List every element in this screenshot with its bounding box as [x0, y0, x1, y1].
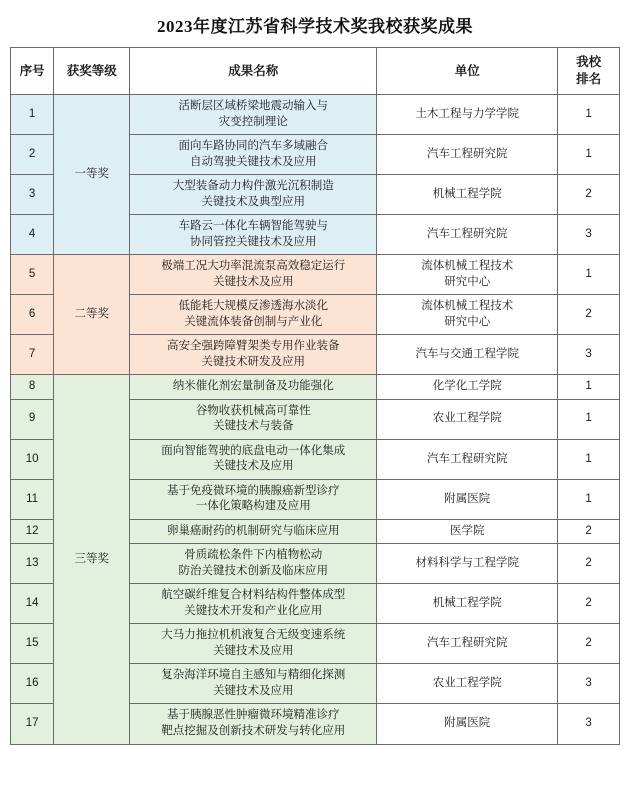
achievement-name-line: 大型装备动力构件激光沉积制造: [172, 180, 334, 193]
achievement-name-line: 协同管控关键技术及应用: [190, 235, 317, 248]
cell-achievement-name: [130, 95, 377, 135]
unit-line: 汽车与交通工程学院: [415, 347, 519, 360]
award-results-table: [10, 47, 620, 745]
cell-unit: [377, 215, 558, 255]
unit-line: 汽车工程研究院: [426, 452, 508, 465]
achievement-name-line: 关键技术开发和产业化应用: [184, 604, 323, 617]
achievement-name-line: 纳米催化剂宏量制备及功能强化: [172, 380, 334, 393]
cell-school-rank: 1: [558, 399, 620, 439]
cell-serial-number: 2: [11, 135, 54, 175]
achievement-name-line: 关键技术及应用: [213, 460, 294, 473]
table-body: [11, 95, 620, 745]
cell-serial-number: 17: [11, 704, 54, 744]
cell-unit: [377, 544, 558, 584]
achievement-name-line: 关键技术与装备: [213, 420, 294, 433]
cell-achievement-name: [130, 584, 377, 624]
cell-unit: [377, 335, 558, 375]
cell-school-rank: 1: [558, 135, 620, 175]
achievement-name-line: 卵巢癌耐药的机制研究与临床应用: [167, 524, 340, 537]
achievement-name-line: 关键技术及应用: [213, 684, 294, 697]
cell-school-rank: 2: [558, 175, 620, 215]
table-header-row: [11, 48, 620, 95]
cell-unit: [377, 704, 558, 744]
achievement-name-line: 骨质疏松条件下内植物松动: [184, 549, 323, 562]
column-header-no: 序号: [11, 48, 54, 95]
table-row: [11, 95, 620, 135]
cell-serial-number: 3: [11, 175, 54, 215]
cell-serial-number: 10: [11, 439, 54, 479]
unit-line: 医学院: [449, 524, 485, 537]
cell-school-rank: 3: [558, 335, 620, 375]
cell-achievement-name: [130, 399, 377, 439]
cell-school-rank: 1: [558, 375, 620, 400]
column-header-rank-line1: 我校: [576, 55, 602, 70]
unit-line: 农业工程学院: [432, 412, 502, 425]
cell-serial-number: 8: [11, 375, 54, 400]
page-title: 2023年度江苏省科学技术奖我校获奖成果: [157, 17, 473, 36]
achievement-name-line: 关键技术及典型应用: [201, 195, 306, 208]
unit-line: 农业工程学院: [432, 677, 502, 690]
unit-line: 机械工程学院: [432, 597, 502, 610]
achievement-name-line: 基于胰腺恶性肿瘤微环境精准诊疗: [167, 709, 340, 722]
cell-school-rank: 3: [558, 704, 620, 744]
column-header-rank: [558, 48, 620, 95]
achievement-name-line: 大马力拖拉机机液复合无级变速系统: [161, 629, 346, 642]
cell-unit: [377, 175, 558, 215]
achievement-name-line: 防治关键技术创新及临床应用: [178, 564, 329, 577]
achievement-name-line: 一体化策略构建及应用: [195, 500, 311, 513]
achievement-name-line: 关键技术及应用: [213, 644, 294, 657]
cell-serial-number: 15: [11, 624, 54, 664]
unit-line: 研究中心: [444, 315, 491, 328]
column-header-rank-line2: 排名: [576, 72, 602, 86]
unit-line: 汽车工程研究院: [426, 227, 508, 240]
cell-achievement-name: [130, 544, 377, 584]
cell-unit: [377, 295, 558, 335]
cell-school-rank: 2: [558, 295, 620, 335]
cell-achievement-name: [130, 175, 377, 215]
cell-serial-number: 4: [11, 215, 54, 255]
achievement-name-line: 车路云一体化车辆智能驾驶与: [178, 220, 329, 233]
cell-achievement-name: [130, 519, 377, 544]
column-header-level: 获奖等级: [54, 48, 130, 95]
cell-unit: [377, 664, 558, 704]
cell-school-rank: 1: [558, 95, 620, 135]
cell-school-rank: 1: [558, 255, 620, 295]
cell-unit: [377, 519, 558, 544]
cell-school-rank: 2: [558, 519, 620, 544]
unit-line: 附属医院: [444, 492, 491, 505]
unit-line: 化学化工学院: [432, 380, 502, 393]
cell-serial-number: 11: [11, 479, 54, 519]
unit-line: 流体机械工程技术: [421, 260, 514, 273]
cell-serial-number: 1: [11, 95, 54, 135]
cell-unit: [377, 255, 558, 295]
unit-line: 研究中心: [444, 275, 491, 288]
cell-school-rank: 2: [558, 624, 620, 664]
unit-line: 汽车工程研究院: [426, 637, 508, 650]
cell-serial-number: 5: [11, 255, 54, 295]
achievement-name-line: 活断层区域桥梁地震动输入与: [178, 100, 329, 112]
cell-school-rank: 2: [558, 544, 620, 584]
achievement-name-line: 关键流体装备创制与产业化: [184, 315, 323, 328]
cell-achievement-name: [130, 295, 377, 335]
cell-achievement-name: [130, 255, 377, 295]
cell-achievement-name: [130, 135, 377, 175]
cell-unit: [377, 479, 558, 519]
unit-line: 汽车工程研究院: [426, 147, 508, 160]
unit-line: 材料科学与工程学院: [415, 557, 519, 570]
unit-line: 土木工程与力学学院: [415, 107, 519, 120]
cell-award-level: 三等奖: [54, 375, 130, 744]
cell-achievement-name: [130, 439, 377, 479]
unit-line: 附属医院: [444, 717, 491, 730]
table-header: [11, 48, 620, 95]
cell-achievement-name: [130, 375, 377, 400]
cell-achievement-name: [130, 624, 377, 664]
unit-line: 机械工程学院: [432, 187, 502, 200]
achievement-name-line: 面向智能驾驶的底盘电动一体化集成: [161, 444, 346, 457]
column-header-unit: 单位: [377, 48, 558, 95]
cell-serial-number: 6: [11, 295, 54, 335]
achievement-name-line: 面向车路协同的汽车多域融合: [178, 140, 329, 153]
achievement-name-line: 基于免疫微环境的胰腺癌新型诊疗: [167, 484, 340, 497]
cell-award-level: 一等奖: [54, 95, 130, 255]
column-header-name: 成果名称: [130, 48, 377, 95]
cell-award-level: 二等奖: [54, 255, 130, 375]
cell-serial-number: 16: [11, 664, 54, 704]
cell-school-rank: 1: [558, 479, 620, 519]
achievement-name-line: 高安全强跨障臂架类专用作业装备: [167, 340, 340, 353]
cell-serial-number: 9: [11, 399, 54, 439]
achievement-name-line: 灾变控制理论: [218, 115, 288, 128]
achievement-name-line: 靶点挖掘及创新技术研发与转化应用: [161, 724, 346, 737]
cell-school-rank: 2: [558, 584, 620, 624]
cell-unit: [377, 95, 558, 135]
cell-unit: [377, 584, 558, 624]
achievement-name-line: 关键技术研发及应用: [201, 355, 306, 368]
achievement-name-line: 低能耗大规模反渗透海水淡化: [178, 300, 329, 313]
cell-serial-number: 12: [11, 519, 54, 544]
cell-achievement-name: [130, 704, 377, 744]
achievement-name-line: 航空碳纤维复合材料结构件整体成型: [161, 589, 346, 602]
cell-achievement-name: [130, 664, 377, 704]
cell-unit: [377, 439, 558, 479]
cell-unit: [377, 135, 558, 175]
achievement-name-line: 极端工况大功率混流泵高效稳定运行: [161, 260, 346, 273]
achievement-name-line: 谷物收获机械高可靠性: [195, 404, 311, 417]
achievement-name-line: 自动驾驶关键技术及应用: [190, 155, 317, 168]
cell-achievement-name: [130, 215, 377, 255]
cell-achievement-name: [130, 335, 377, 375]
cell-unit: [377, 375, 558, 400]
table-row: [11, 375, 620, 400]
unit-line: 流体机械工程技术: [421, 300, 514, 313]
cell-serial-number: 7: [11, 335, 54, 375]
cell-unit: [377, 399, 558, 439]
cell-serial-number: 13: [11, 544, 54, 584]
achievement-name-line: 复杂海洋环境自主感知与精细化探测: [161, 669, 346, 682]
cell-school-rank: 3: [558, 664, 620, 704]
cell-school-rank: 1: [558, 439, 620, 479]
cell-unit: [377, 624, 558, 664]
cell-achievement-name: [130, 479, 377, 519]
cell-school-rank: 3: [558, 215, 620, 255]
achievement-name-line: 关键技术及应用: [213, 275, 294, 288]
table-row: [11, 255, 620, 295]
cell-serial-number: 14: [11, 584, 54, 624]
